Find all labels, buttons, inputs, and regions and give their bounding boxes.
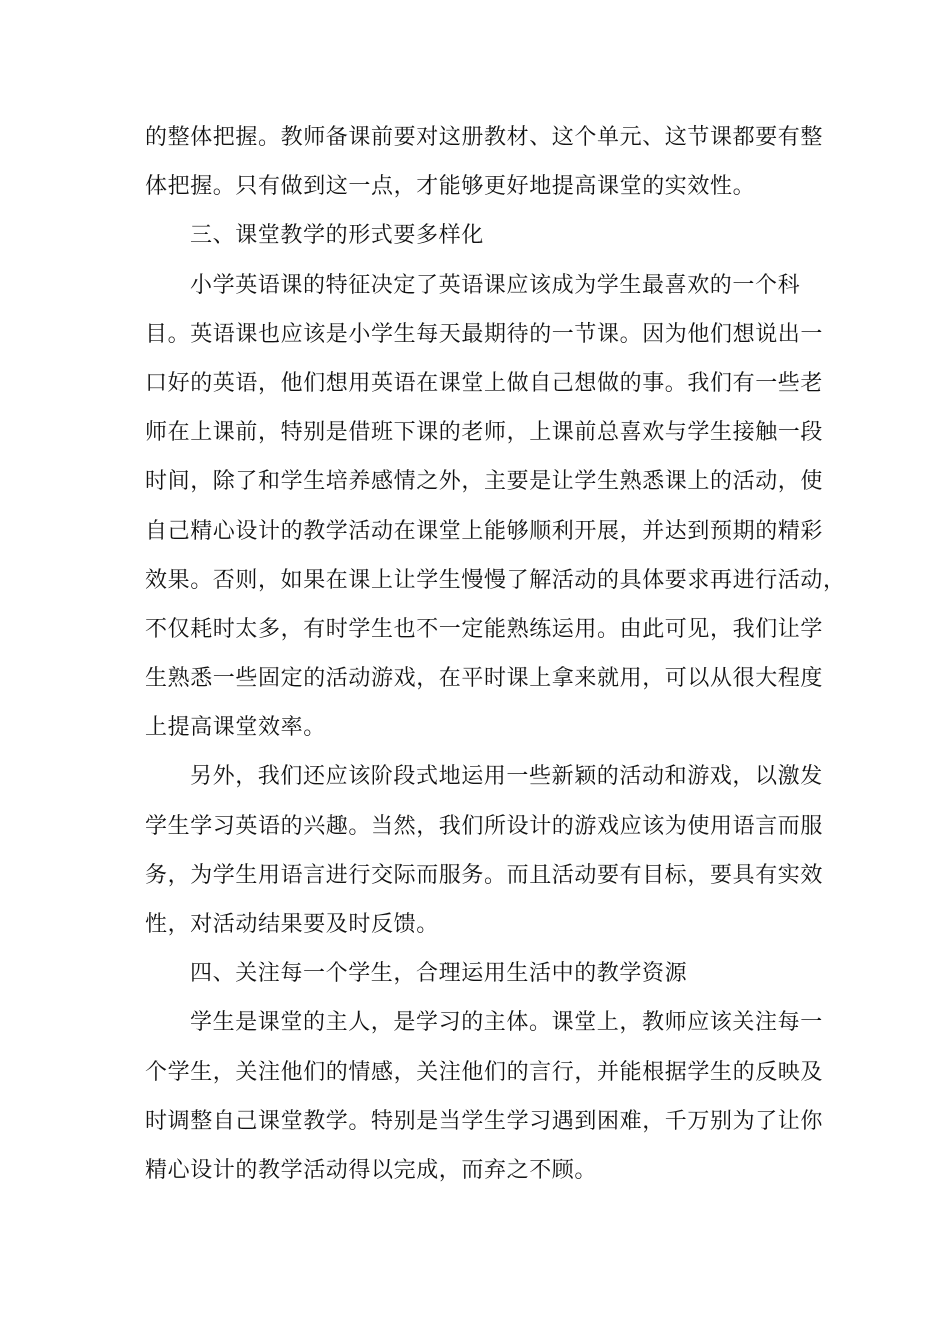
text-line: 口好的英语，他们想用英语在课堂上做自己想做的事。我们有一些老 bbox=[145, 370, 824, 396]
text-line: 时间，除了和学生培养感情之外，主要是让学生熟悉课上的活动，使 bbox=[145, 469, 824, 495]
text-line: 师在上课前，特别是借班下课的老师，上课前总喜欢与学生接触一段 bbox=[145, 420, 824, 446]
text-line: 精心设计的教学活动得以完成，而弃之不顾。 bbox=[145, 1157, 598, 1183]
text-line: 的整体把握。教师备课前要对这册教材、这个单元、这节课都要有整 bbox=[145, 125, 824, 150]
text-line: 效果。否则，如果在课上让学生慢慢了解活动的具体要求再进行活动， bbox=[145, 567, 846, 593]
section-heading: 四、关注每一个学生，合理运用生活中的教学资源 bbox=[190, 961, 688, 987]
text-line: 生熟悉一些固定的活动游戏，在平时课上拿来就用，可以从很大程度 bbox=[145, 666, 824, 692]
text-line: 时调整自己课堂教学。特别是当学生学习遇到困难，千万别为了让你 bbox=[145, 1108, 824, 1134]
document-body bbox=[145, 113, 846, 1195]
text-line: 自己精心设计的教学活动在课堂上能够顺利开展，并达到预期的精彩 bbox=[145, 518, 824, 544]
text-line: 小学英语课的特征决定了英语课应该成为学生最喜欢的一个科 bbox=[190, 272, 801, 298]
text-line: 学生学习英语的兴趣。当然，我们所设计的游戏应该为使用语言而服 bbox=[145, 813, 824, 839]
text-line: 性，对活动结果要及时反馈。 bbox=[145, 912, 439, 937]
text-line: 学生是课堂的主人，是学习的主体。课堂上，教师应该关注每一 bbox=[190, 1010, 823, 1036]
text-line: 另外，我们还应该阶段式地运用一些新颖的活动和游戏，以激发 bbox=[190, 764, 823, 790]
text-line: 上提高课堂效率。 bbox=[145, 715, 326, 741]
text-line: 目。英语课也应该是小学生每天最期待的一节课。因为他们想说出一 bbox=[145, 321, 824, 347]
text-line: 务，为学生用语言进行交际而服务。而且活动要有目标，要具有实效 bbox=[145, 862, 824, 888]
text-line: 个学生，关注他们的情感，关注他们的言行，并能根据学生的反映及 bbox=[145, 1059, 824, 1085]
text-line: 不仅耗时太多，有时学生也不一定能熟练运用。由此可见，我们让学 bbox=[145, 616, 824, 642]
section-heading: 三、课堂教学的形式要多样化 bbox=[190, 223, 484, 249]
text-line: 体把握。只有做到这一点，才能够更好地提高课堂的实效性。 bbox=[145, 174, 756, 200]
